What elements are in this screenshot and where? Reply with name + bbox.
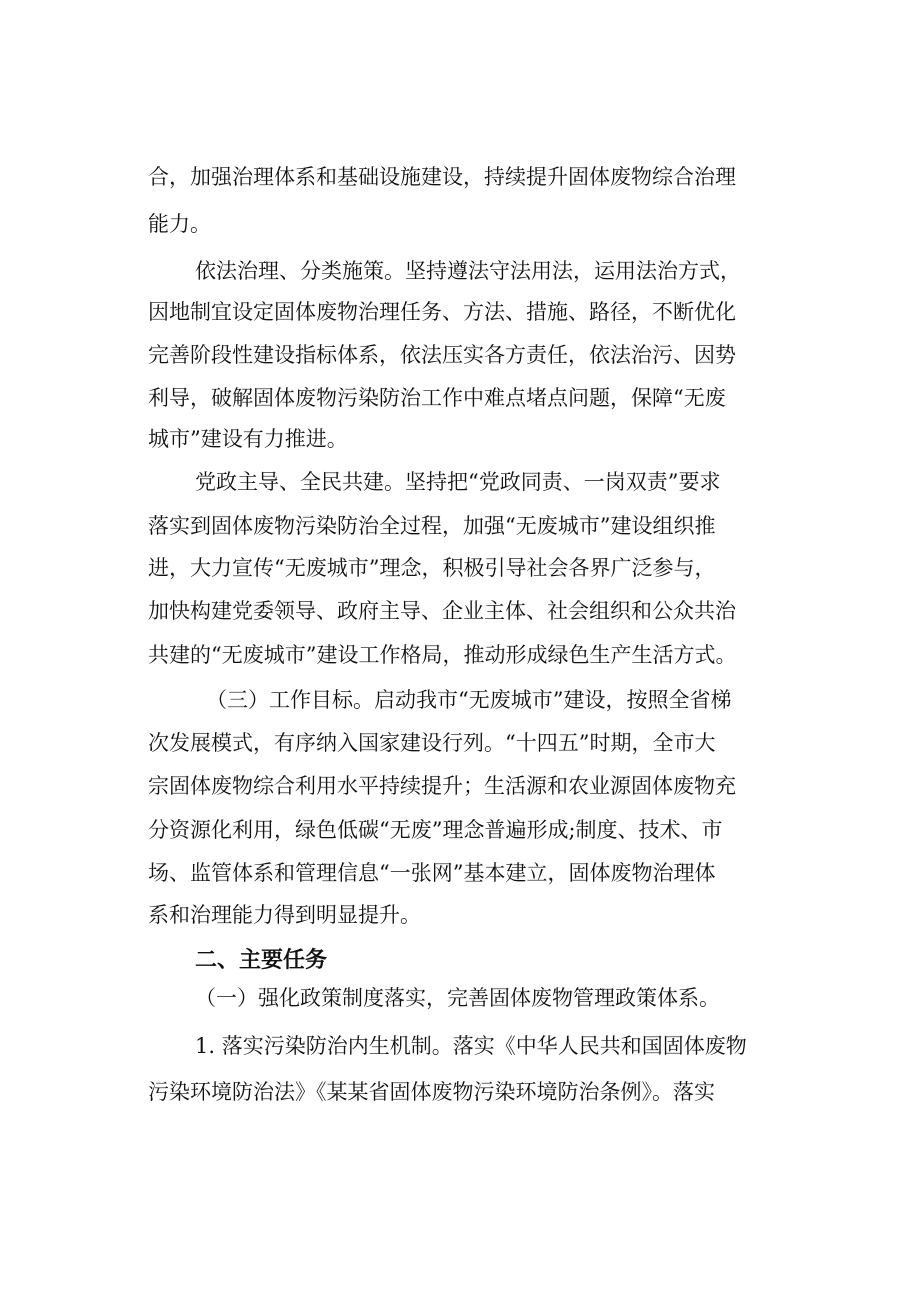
body-line: 次发展模式，有序纳入国家建设行列。“十四五”时期，全市大 <box>148 731 716 755</box>
body-line: 分资源化利用，绿色低碳“无废”理念普遍形成;制度、技术、市 <box>148 818 723 842</box>
body-line: 加快构建党委领导、政府主导、企业主体、社会组织和公众共治 <box>148 599 736 623</box>
body-line: 利导，破解固体废物污染防治工作中难点堵点问题，保障“无废 <box>148 386 726 410</box>
body-line: 场、监管体系和管理信息“一张网”基本建立，固体废物治理体 <box>148 861 716 885</box>
body-line: 城市”建设有力推进。 <box>148 427 348 451</box>
body-line: 合，加强治理体系和基础设施建设，持续提升固体废物综合治理 <box>148 165 736 189</box>
body-line: 宗固体废物综合利用水平持续提升；生活源和农业源固体废物充 <box>148 774 736 798</box>
body-line: （三）工作目标。启动我市“无废城市”建设，按照全省梯 <box>206 688 732 712</box>
body-line: 共建的“无废城市”建设工作格局，推动形成绿色生产生活方式。 <box>148 643 737 667</box>
section-heading: 二、主要任务 <box>195 948 328 973</box>
body-line: 党政主导、全民共建。坚持把“党政同责、一岗双责”要求 <box>195 470 721 494</box>
body-line: 落实到固体废物污染防治全过程，加强“无废城市”建设组织推 <box>148 514 716 538</box>
body-line: 污染环境防治法》《某某省固体废物污染环境防治条例》。落实 <box>148 1080 715 1104</box>
subsection-heading: （一）强化政策制度落实，完善固体废物管理政策体系。 <box>195 986 720 1010</box>
body-line: 系和治理能力得到明显提升。 <box>148 903 421 927</box>
body-line: 完善阶段性建设指标体系，依法压实各方责任，依法治污、因势 <box>148 343 736 367</box>
body-line: 依法治理、分类施策。坚持遵法守法用法，运用法治方式， <box>195 259 741 283</box>
body-line: 1. 落实污染防治内生机制。落实《中华人民共和国固体废物 <box>195 1034 747 1058</box>
body-line: 进，大力宣传“无废城市”理念，积极引导社会各界广泛参与， <box>148 556 716 580</box>
body-line: 因地制宜设定固体废物治理任务、方法、措施、路径，不断优化 <box>148 300 736 324</box>
body-line: 能力。 <box>148 212 211 236</box>
